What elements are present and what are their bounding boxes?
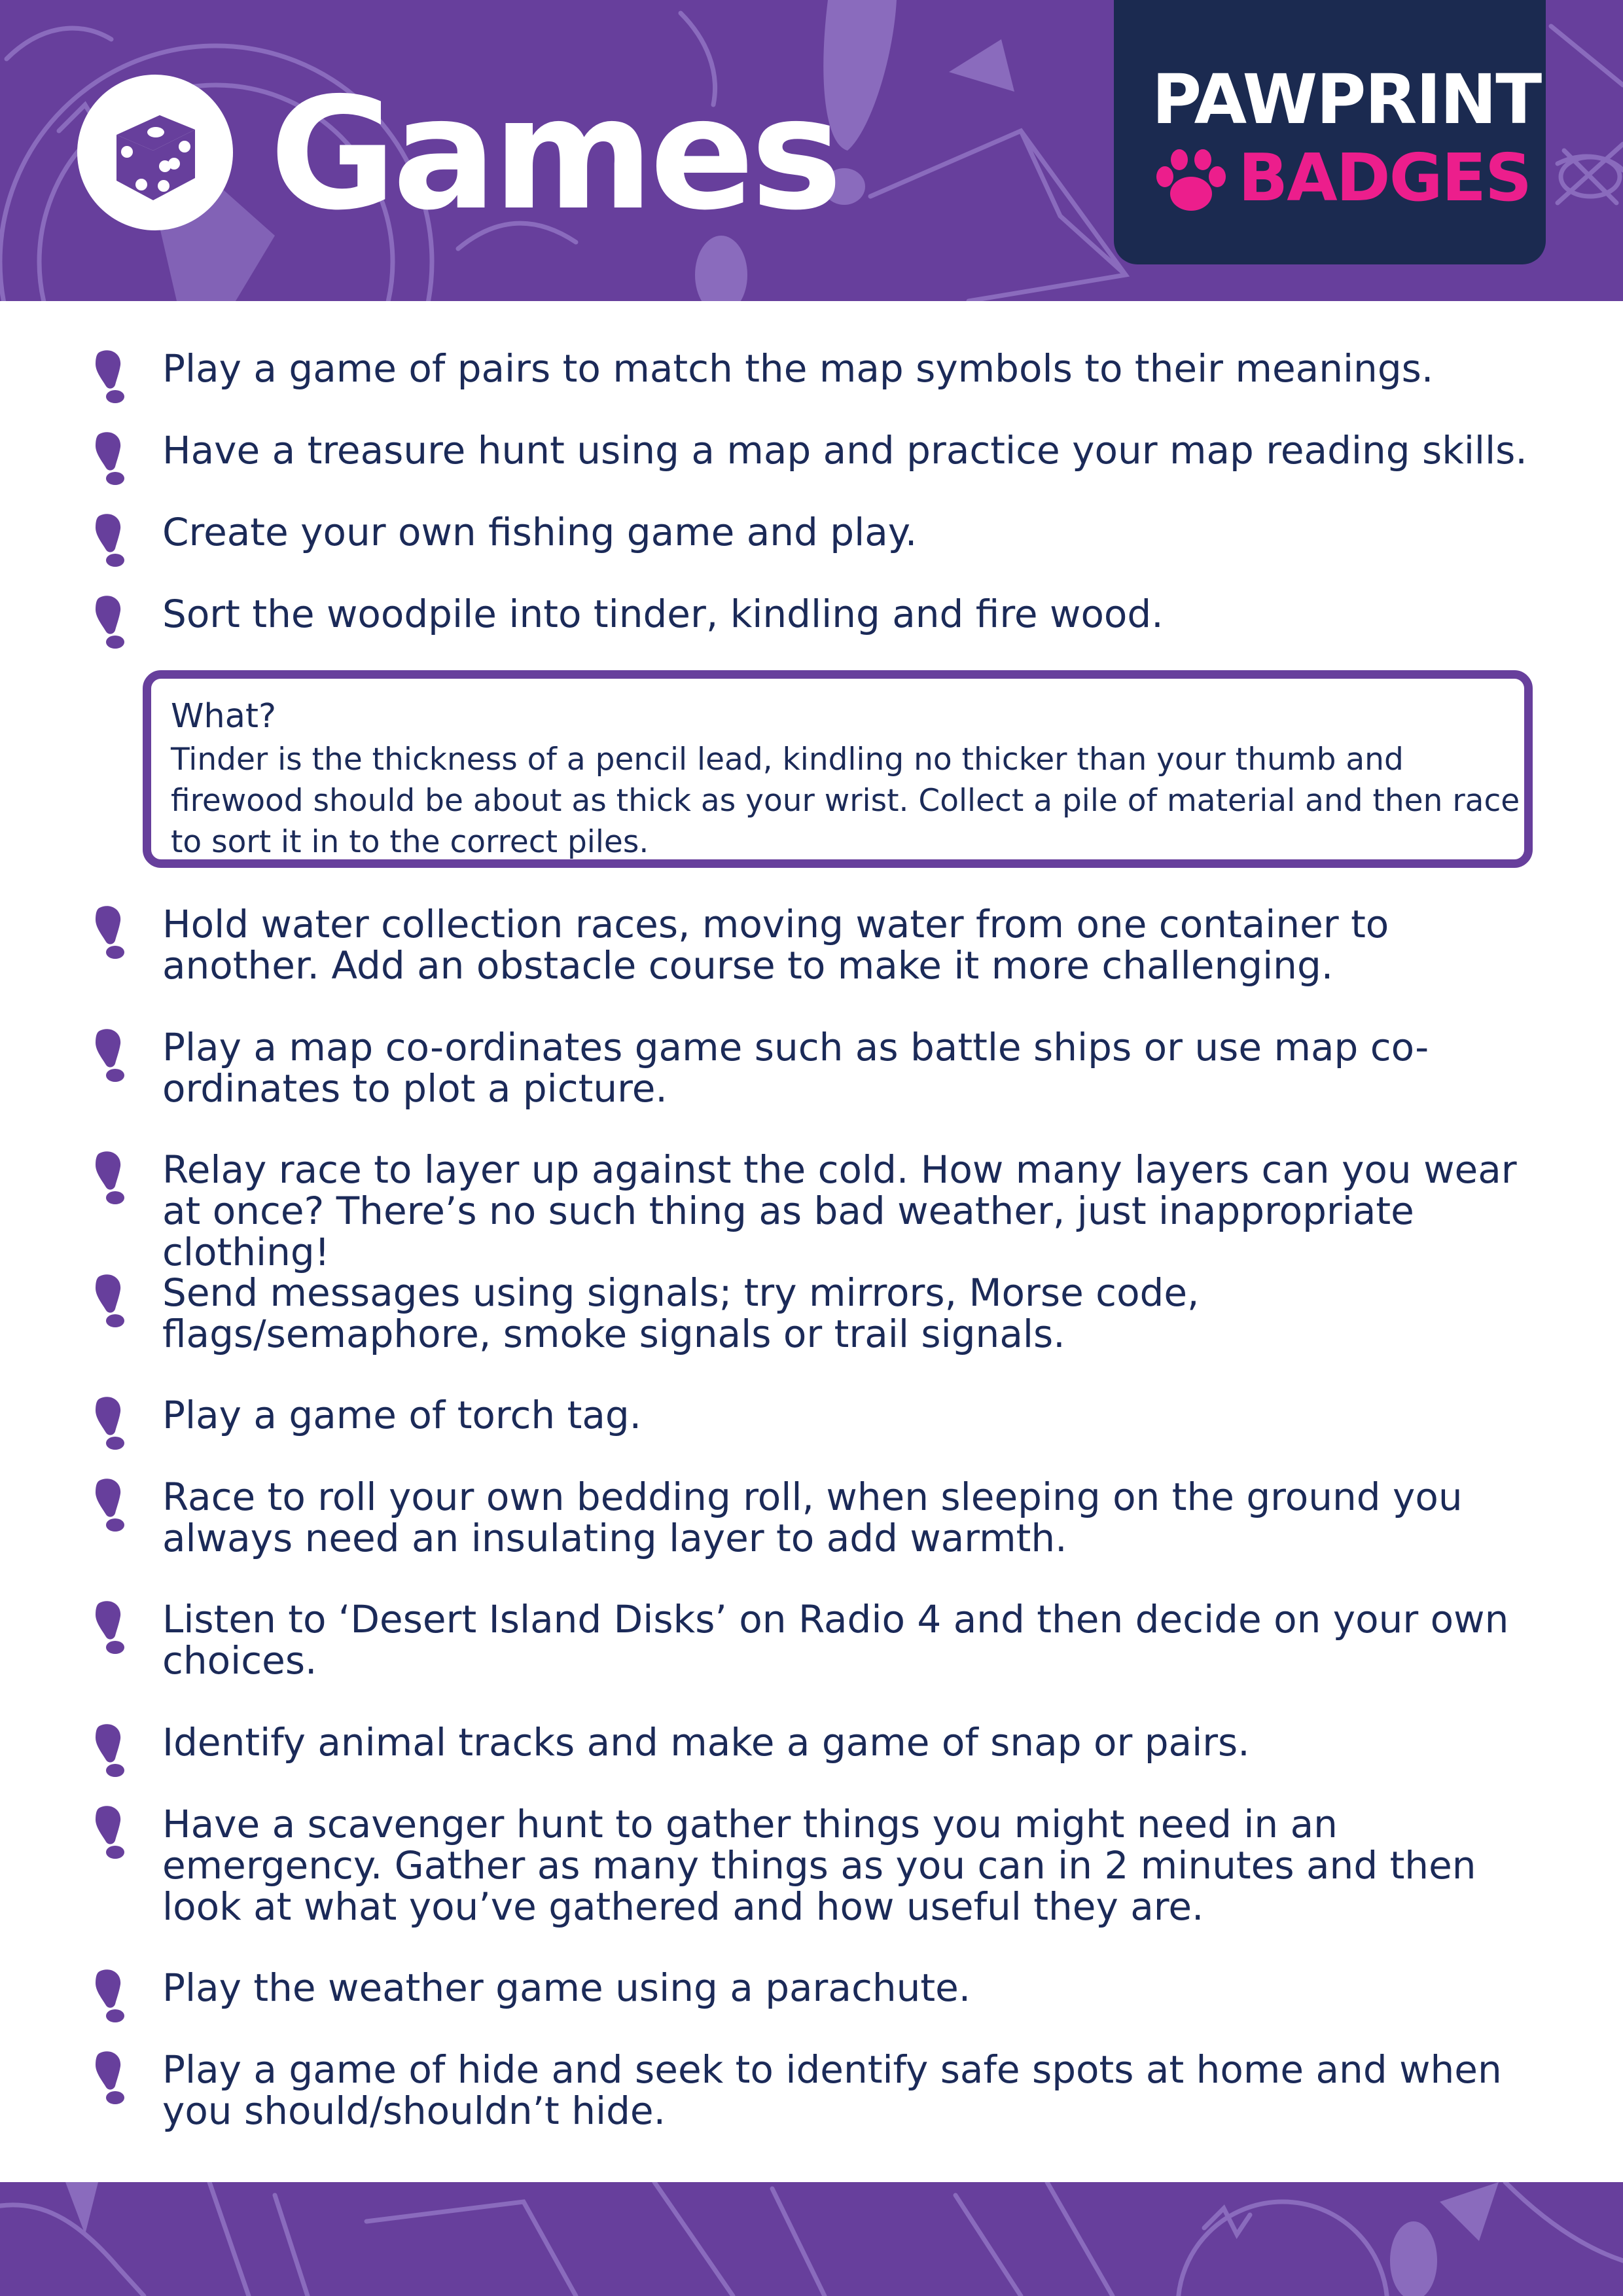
footprint-icon <box>90 595 130 650</box>
activity-text: Play a game of torch tag. <box>162 1393 642 1437</box>
footprint-icon <box>90 1151 130 1206</box>
footprint-icon <box>90 1969 130 2024</box>
footprint-icon <box>90 1805 130 1860</box>
activity-text: Play a map co-ordinates game such as battle ships or use map co-ordinates to plot a picture. <box>162 1025 1429 1111</box>
footprint-icon <box>90 431 130 486</box>
footprint-icon <box>90 2051 130 2106</box>
info-box-body: Tinder is the thickness of a pencil lead, kindling no thicker than your thumb and firewood should be about as thick as your wrist. Collect a pile of material and then race to sort it in to the correct piles. <box>171 742 1520 860</box>
page-title: Games <box>270 64 839 244</box>
activity-text: Play a game of pairs to match the map symbols to their meanings. <box>162 346 1434 391</box>
logo-text-badges: BADGES <box>1238 139 1531 216</box>
footprint-icon <box>90 1274 130 1329</box>
activity-text: Race to roll your own bedding roll, when sleeping on the ground you always need an insulating layer to add warmth. <box>162 1475 1463 1560</box>
activity-text: Listen to ‘Desert Island Disks’ on Radio 4 and then decide on your own choices. <box>162 1597 1509 1683</box>
activity-text: Send messages using signals; try mirrors, Morse code, flags/semaphore, smoke signals or trail signals. <box>162 1270 1200 1356</box>
info-box-title: What? <box>171 697 277 736</box>
activity-text: Relay race to layer up against the cold. How many layers can you wear at once? There’s no such thing as bad weather, just inappropriate clothing! <box>162 1147 1517 1274</box>
footer-banner <box>0 2182 1623 2296</box>
activity-text: Have a treasure hunt using a map and practice your map reading skills. <box>162 428 1527 473</box>
activity-text: Have a scavenger hunt to gather things you might need in an emergency. Gather as many things as you can in 2 minutes and then look at what you’ve gathered and how useful they are. <box>162 1802 1476 1929</box>
activity-text: Identify animal tracks and make a game of snap or pairs. <box>162 1720 1250 1765</box>
info-box <box>143 670 1533 868</box>
footprint-icon <box>90 1600 130 1655</box>
logo-text-pawprint: PAWPRINT <box>1152 60 1541 139</box>
footprint-icon <box>90 1028 130 1083</box>
footprint-icon <box>90 1723 130 1778</box>
activity-text: Hold water collection races, moving water from one container to another. Add an obstacle course to make it more challenging. <box>162 902 1389 988</box>
activity-text: Play the weather game using a parachute. <box>162 1965 971 2010</box>
footprint-icon <box>90 1396 130 1451</box>
footprint-icon <box>90 513 130 568</box>
activity-text: Play a game of hide and seek to identify safe spots at home and when you should/shouldn’t hide. <box>162 2047 1502 2133</box>
outdoor-doodle-background <box>0 2182 1623 2296</box>
footprint-icon <box>90 905 130 960</box>
activity-text: Sort the woodpile into tinder, kindling and fire wood. <box>162 592 1164 636</box>
activity-text: Create your own fishing game and play. <box>162 510 918 554</box>
footprint-icon <box>90 1478 130 1533</box>
footprint-icon <box>90 350 130 404</box>
